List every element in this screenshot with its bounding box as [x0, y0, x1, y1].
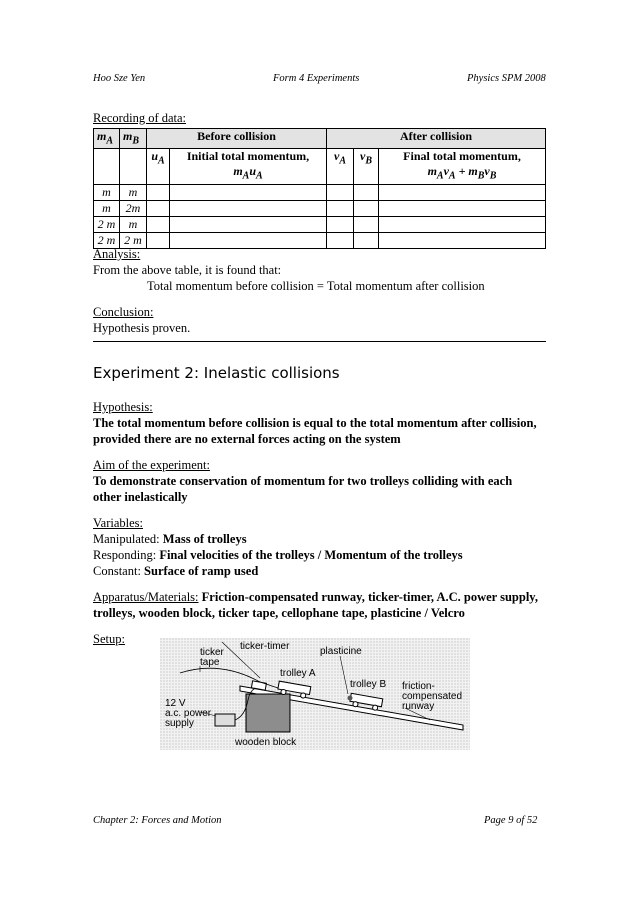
hypothesis-line2: provided there are no external forces acting on the system — [93, 432, 401, 446]
label-power-2: a.c. power — [165, 708, 212, 719]
analysis-line2: Total momentum before collision = Total momentum after collision — [147, 279, 485, 293]
footer-page: Page 9 of 52 — [484, 815, 538, 826]
cell-mb: m — [120, 216, 147, 232]
apparatus-line2: trolleys, wooden block, ticker tape, cellophane tape, plasticine / Velcro — [93, 606, 465, 620]
table-row — [94, 216, 546, 232]
table-row — [94, 200, 546, 216]
subheader-va: $v_A$ — [327, 149, 354, 184]
header-mb: $m_B$ — [120, 129, 147, 149]
recording-table — [93, 128, 546, 249]
label-runway-2: compensated — [402, 691, 463, 702]
aim-line1: To demonstrate conservation of momentum for two trolleys colliding with each — [93, 474, 513, 488]
header-before: Before collision — [147, 129, 327, 149]
section-divider — [93, 341, 546, 342]
analysis-line1: From the above table, it is found that: — [93, 263, 282, 277]
header-ma: $m_A$ — [94, 129, 120, 149]
header-author: Hoo Sze Yen — [93, 73, 146, 84]
table-header-row — [94, 129, 546, 149]
cell-ma: 2 m — [94, 232, 120, 248]
experiment2-heading: Experiment 2: Inelastic collisions — [93, 364, 340, 382]
apparatus-line1: Apparatus/Materials: Friction-compensated runway, ticker-timer, A.C. power supply, — [93, 590, 538, 604]
table-row — [94, 232, 546, 248]
variable-manipulated: Manipulated: Mass of trolleys — [93, 532, 247, 546]
table-subheader-row — [94, 149, 546, 184]
header-subject: Physics SPM 2008 — [467, 73, 546, 84]
label-trolley-a: trolley A — [280, 668, 316, 679]
conclusion-text: Hypothesis proven. — [93, 321, 191, 335]
cell-mb: 2m — [120, 200, 147, 216]
label-runway-1: friction- — [402, 681, 435, 692]
label-runway-3: runway — [402, 701, 435, 712]
cell-ma: m — [94, 184, 120, 200]
hypothesis-label: Hypothesis: — [93, 400, 153, 414]
initial-total-label: Initial total momentum, — [186, 149, 310, 164]
label-ticker-tape-1: ticker — [200, 647, 224, 658]
subheader-final — [379, 149, 546, 184]
subheader-initial — [170, 149, 327, 184]
recording-label: Recording of data: — [93, 111, 187, 125]
subheader-ua: $u_A$ — [147, 149, 170, 184]
wooden-block — [246, 694, 290, 732]
header-after: After collision — [327, 129, 546, 149]
initial-formula: $m_Au_A$ — [233, 164, 263, 182]
subheader-blank-a — [94, 149, 120, 184]
hypothesis-line1: The total momentum before collision is equal to the total momentum after collision, — [93, 416, 537, 430]
variables-label: Variables: — [93, 516, 143, 530]
conclusion-label: Conclusion: — [93, 305, 154, 319]
subheader-blank-b — [120, 149, 147, 184]
cell-mb: m — [120, 184, 147, 200]
label-wooden-block: wooden block — [235, 737, 297, 748]
label-plasticine: plasticine — [320, 646, 362, 657]
setup-label: Setup: — [93, 632, 125, 646]
power-supply — [215, 714, 235, 726]
table-row — [94, 184, 546, 200]
cell-ma: 2 m — [94, 216, 120, 232]
footer-chapter: Chapter 2: Forces and Motion — [93, 815, 222, 826]
label-ticker-timer: ticker-timer — [240, 641, 290, 652]
variable-responding: Responding: Final velocities of the trolleys / Momentum of the trolleys — [93, 548, 463, 562]
label-power-3: supply — [165, 718, 194, 729]
label-ticker-tape-2: tape — [200, 657, 220, 668]
setup-diagram — [160, 638, 470, 750]
aim-label: Aim of the experiment: — [93, 458, 210, 472]
cell-ma: m — [94, 200, 120, 216]
label-power-1: 12 V — [165, 698, 186, 709]
final-formula: $m_Av_A + m_Bv_B$ — [427, 164, 497, 182]
label-trolley-b: trolley B — [350, 679, 387, 690]
analysis-label: Analysis: — [93, 247, 141, 261]
aim-line2: other inelastically — [93, 490, 188, 504]
cell-mb: 2 m — [120, 232, 147, 248]
subheader-vb: $v_B$ — [354, 149, 379, 184]
plasticine — [348, 696, 353, 701]
final-total-label: Final total momentum, — [403, 149, 521, 164]
header-title: Form 4 Experiments — [273, 73, 360, 84]
variable-constant: Constant: Surface of ramp used — [93, 564, 259, 578]
